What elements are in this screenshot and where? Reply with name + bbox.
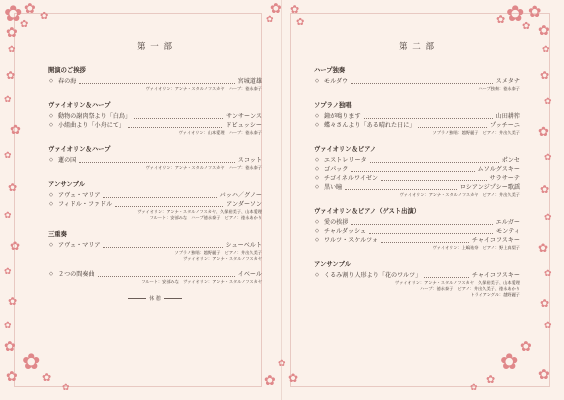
performer-credit: ヴァイオリン：アンナ・スタルノフスカヤ [183, 256, 262, 261]
cherry-blossom-icon: ✿ [538, 23, 550, 39]
program-item [48, 191, 262, 200]
composer-name: ムソルグスキー [477, 166, 520, 173]
diamond-icon: ◇ [315, 157, 319, 163]
program-section [48, 65, 262, 92]
program-section [314, 206, 520, 251]
dotted-leader [128, 127, 222, 128]
piece-title: フィドル・ファドル [58, 201, 113, 208]
program-section [48, 229, 262, 262]
performer-credit: ヴァイオリン：山本愛理 ハープ：徳永泰子 [178, 130, 262, 135]
composer-name: 山田耕筰 [495, 113, 520, 120]
program-section [314, 259, 520, 298]
dotted-leader [134, 118, 223, 119]
diamond-icon: ◇ [315, 272, 319, 278]
program-item [314, 183, 520, 192]
cherry-blossom-icon: ✿ [4, 211, 12, 221]
dotted-leader [79, 162, 234, 163]
cherry-blossom-icon: ✿ [10, 239, 21, 253]
composer-name: アンダーソン [226, 201, 262, 208]
composer-name: エルガー [495, 219, 520, 226]
composer-name: イベール [237, 271, 262, 278]
cherry-blossom-icon: ✿ [8, 295, 18, 308]
cherry-blossom-icon: ✿ [538, 125, 549, 140]
diamond-icon: ◇ [315, 175, 319, 181]
section-title: ヴァイオリン＆ピアノ（ゲスト出演） [314, 208, 421, 215]
diamond-icon: ◇ [315, 219, 319, 225]
composer-name: ドビュッシー [225, 122, 262, 129]
piece-title: チゴイネルワイゼン [324, 175, 378, 182]
performer-credit: フルート：安部みな ハープ徳永泰子 ピアノ：徳永あかり [149, 215, 262, 220]
section-title: ソプラノ独唱 [314, 102, 352, 109]
performer-credit: ヴァイオリン：上嶋祐奈 ピアノ：野上真梨子 [432, 245, 520, 250]
program-item [314, 112, 520, 121]
dotted-leader [351, 83, 492, 84]
cherry-blossom-icon: ✿ [538, 367, 550, 383]
composer-name: チャイコフスキー [471, 272, 520, 279]
program-item [314, 174, 520, 183]
diamond-icon: ◇ [49, 113, 53, 119]
cherry-blossom-icon: ✿ [6, 25, 18, 41]
dotted-leader [418, 127, 487, 128]
cherry-blossom-icon: ✿ [4, 321, 12, 331]
part-one-title: 第 一 部 [137, 42, 173, 52]
program-item [314, 271, 520, 280]
part-two-column [314, 40, 520, 306]
cherry-blossom-icon: ✿ [496, 13, 506, 26]
dotted-leader [345, 189, 456, 190]
program-item [314, 165, 520, 174]
cherry-blossom-icon: ✿ [500, 350, 519, 375]
program-section [48, 100, 262, 136]
diamond-icon: ◇ [315, 122, 319, 128]
cherry-blossom-icon: ✿ [4, 339, 16, 355]
diamond-icon: ◇ [49, 192, 53, 198]
cherry-blossom-icon: ✿ [296, 17, 305, 28]
part-two-title: 第 二 部 [399, 42, 435, 52]
composer-name: 宮城道雄 [237, 78, 262, 85]
cherry-blossom-icon: ✿ [538, 241, 549, 255]
section-title: ヴァイオリン＆ハープ [48, 102, 111, 109]
performer-credit: フルート：安部みな ヴァイオリン：アンナ・スタルノフスカヤ [141, 279, 262, 284]
cherry-blossom-icon: ✿ [4, 151, 12, 161]
composer-name: サンサーンス [226, 113, 262, 120]
cherry-blossom-icon: ✿ [540, 183, 550, 196]
cherry-blossom-icon: ✿ [6, 369, 18, 385]
dotted-leader [103, 247, 222, 248]
cherry-blossom-icon: ✿ [270, 1, 282, 17]
cherry-blossom-icon: ✿ [544, 213, 552, 223]
dotted-leader [351, 224, 492, 225]
cherry-blossom-icon: ✿ [288, 371, 299, 385]
piece-title: 鐘が鳴ります [324, 113, 361, 120]
diamond-icon: ◇ [49, 157, 53, 163]
program-section [314, 144, 520, 198]
piece-title: ゴパック [324, 166, 349, 173]
cherry-blossom-icon: ✿ [8, 181, 18, 194]
cherry-blossom-icon: ✿ [528, 2, 542, 21]
program-item [48, 270, 262, 279]
diamond-icon: ◇ [315, 113, 319, 119]
performer-credit: ヴァイオリン：アンナ・スタルノフスカヤ ハープ：徳永泰子 [145, 165, 262, 170]
section-title: アンサンブル [314, 261, 351, 268]
program-item [48, 200, 262, 209]
diamond-icon: ◇ [49, 78, 53, 84]
cherry-blossom-icon: ✿ [4, 95, 12, 105]
dotted-leader [351, 171, 474, 172]
composer-name: スメタナ [495, 78, 520, 85]
section-title: ハープ独奏 [314, 67, 346, 74]
section-title: ヴァイオリン＆ピアノ [314, 146, 377, 153]
piece-title: 愛の挨拶 [324, 219, 349, 226]
program-section [314, 100, 520, 136]
dotted-leader [381, 180, 487, 181]
dotted-leader [381, 242, 469, 243]
dotted-leader [115, 206, 223, 207]
performer-credit: ヴァイオリン：アンナ・スタルノフスカヤ 久保裕美子、山本愛理 [395, 280, 520, 285]
program-item [314, 227, 520, 236]
cherry-blossom-icon: ✿ [544, 321, 552, 331]
dotted-leader [364, 118, 493, 119]
piece-title: ワルツ・スケルツォ [324, 237, 379, 244]
diamond-icon: ◇ [315, 78, 319, 84]
program-item [314, 77, 520, 86]
piece-title: 動物の謝肉祭より「白鳥」 [58, 113, 132, 120]
section-title: 開演のご挨拶 [48, 67, 86, 74]
part-one-column [48, 40, 262, 302]
composer-name: ポンセ [501, 157, 520, 164]
program-item [48, 112, 262, 121]
dotted-leader [370, 162, 499, 163]
program-item [48, 241, 262, 250]
program-item [48, 156, 262, 165]
program-item [314, 121, 520, 130]
dotted-leader [424, 277, 469, 278]
cherry-blossom-icon: ✿ [506, 2, 525, 27]
intermission-label: 休 憩 [149, 296, 161, 302]
intermission-rule-right [164, 298, 182, 299]
diamond-icon: ◇ [49, 271, 53, 277]
intermission-rule-left [128, 298, 146, 299]
cherry-blossom-icon: ✿ [8, 45, 16, 55]
cherry-blossom-icon: ✿ [22, 350, 41, 375]
dotted-leader [369, 233, 493, 234]
composer-name: ロシアンジプシー歌謡 [459, 184, 520, 191]
piece-title: モルダウ [324, 78, 349, 85]
diamond-icon: ◇ [49, 122, 53, 128]
piece-title: くるみ割り人形より「花のワルツ」 [324, 272, 422, 279]
piece-title: 小組曲より「小舟にて」 [58, 122, 126, 129]
piece-title: 蝶々さんより「ある晴れた日に」 [324, 122, 416, 129]
cherry-blossom-icon: ✿ [540, 297, 550, 310]
diamond-icon: ◇ [315, 184, 319, 190]
cherry-blossom-icon: ✿ [6, 69, 16, 82]
piece-title: チャルダッシュ [324, 228, 367, 235]
dotted-leader [79, 83, 234, 84]
composer-name: プッチーニ [489, 122, 520, 129]
performer-credit: ソプラノ独唱：越野麗子 ピアノ：井出久美子 [174, 250, 262, 255]
program-section [48, 144, 262, 171]
diamond-icon: ◇ [315, 228, 319, 234]
program-item [48, 121, 262, 130]
program-item [314, 218, 520, 227]
cherry-blossom-icon: ✿ [62, 383, 70, 393]
cherry-blossom-icon: ✿ [264, 373, 276, 389]
cherry-blossom-icon: ✿ [266, 15, 274, 25]
composer-name: サラサーテ [489, 175, 520, 182]
part-two-sections [314, 65, 520, 298]
cherry-blossom-icon: ✿ [542, 45, 550, 55]
performer-credit: ヴァイオリン：アンナ・スタルノフスカヤ ピアノ：井出久美子 [399, 192, 520, 197]
cherry-blossom-icon: ✿ [40, 11, 49, 22]
piece-title: アヴェ・マリア [58, 192, 101, 199]
cherry-blossom-icon: ✿ [470, 383, 478, 393]
piece-title: 蓮の国 [58, 157, 77, 164]
piece-title: エストレリータ [324, 157, 367, 164]
section-title: ヴァイオリン＆ハープ [48, 146, 111, 153]
diamond-icon: ◇ [315, 237, 319, 243]
piece-title: 黒い瞳 [324, 184, 343, 191]
cherry-blossom-icon: ✿ [20, 19, 29, 30]
cherry-blossom-icon: ✿ [4, 2, 23, 27]
composer-name: スコット [237, 157, 262, 164]
cherry-blossom-icon: ✿ [522, 21, 531, 32]
diamond-icon: ◇ [49, 242, 53, 248]
cherry-blossom-icon: ✿ [544, 269, 552, 279]
cherry-blossom-icon: ✿ [520, 339, 532, 355]
section-title: アンサンブル [48, 181, 85, 188]
cherry-blossom-icon: ✿ [540, 69, 550, 82]
performer-credit: ハープ独奏：徳永泰子 [478, 86, 520, 91]
diamond-icon: ◇ [315, 166, 319, 172]
dotted-leader [103, 197, 216, 198]
cherry-blossom-icon: ✿ [4, 267, 12, 277]
cherry-blossom-icon: ✿ [486, 373, 496, 386]
page-spine [281, 0, 282, 400]
piece-title: 春の海 [58, 78, 77, 85]
composer-name: モンティ [496, 228, 520, 235]
composer-name: バッハ／グノー [219, 192, 262, 199]
performer-credit: トライアングル：越野麗子 [470, 292, 520, 297]
program-section [314, 65, 520, 92]
intermission [48, 295, 262, 302]
performer-credit: ハープ：徳永泰子 ピアノ：井出久美子、徳永あかり [420, 286, 520, 291]
dotted-leader [98, 276, 235, 277]
cherry-blossom-icon: ✿ [290, 3, 300, 16]
piece-title: ２つの間奏曲 [58, 271, 95, 278]
cherry-blossom-icon: ✿ [24, 1, 36, 17]
program-section [48, 270, 262, 285]
cherry-blossom-icon: ✿ [544, 97, 552, 107]
section-title: 三重奏 [48, 231, 67, 238]
piece-title: アヴェ・マリア [58, 242, 101, 249]
program-section [48, 179, 262, 221]
cherry-blossom-icon: ✿ [278, 359, 286, 369]
cherry-blossom-icon: ✿ [42, 371, 52, 384]
program-item [314, 236, 520, 245]
cherry-blossom-icon: ✿ [10, 123, 21, 138]
diamond-icon: ◇ [49, 201, 53, 207]
cherry-blossom-icon: ✿ [544, 153, 552, 163]
part-one-sections [48, 65, 262, 285]
program-item [314, 156, 520, 165]
performer-credit: ソプラノ独唱：越野麗子 ピアノ：井出久美子 [432, 130, 520, 135]
performer-credit: ヴァイオリン：アンナ・スタルノフスカヤ ハープ：徳永泰子 [145, 86, 262, 91]
composer-name: シューベルト [225, 242, 262, 249]
program-item [48, 77, 262, 86]
performer-credit: ヴァイオリン：アンナ・スタルノフスカヤ、久保裕美子、山本愛理 [137, 209, 262, 214]
composer-name: チャイコフスキー [471, 237, 520, 244]
